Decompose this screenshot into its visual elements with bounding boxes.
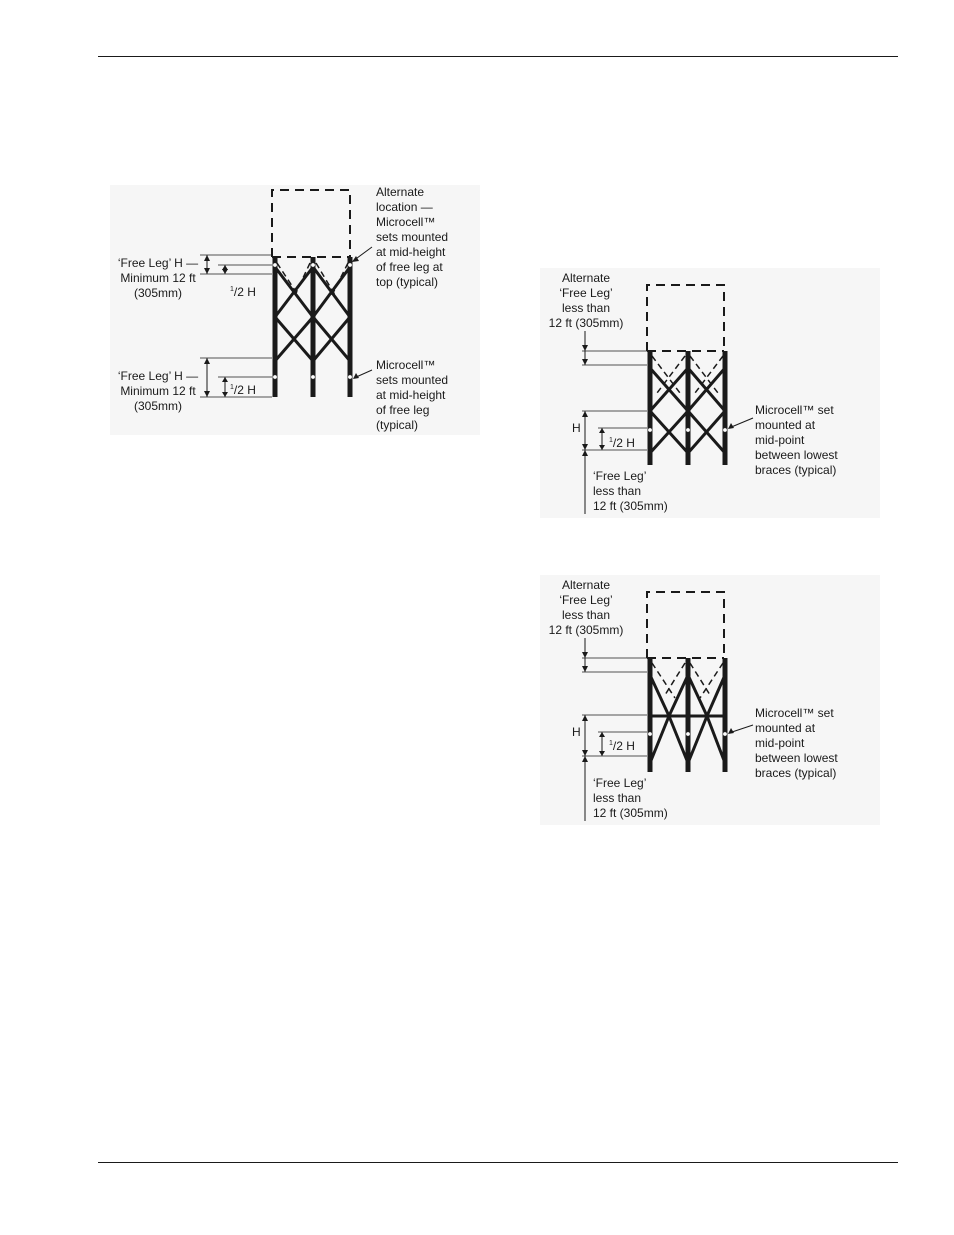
arrowhead xyxy=(582,450,588,456)
mid-height-label: Microcell™ sets mounted at mid-height of free leg (typical) xyxy=(376,358,449,432)
alternate-free-leg-box xyxy=(647,592,724,658)
arrowhead xyxy=(582,359,588,365)
microcell-set-marker xyxy=(273,263,277,267)
h-label: H xyxy=(572,725,581,739)
microcell-set-marker xyxy=(348,375,352,379)
half-h-label: $^1$/2 H xyxy=(609,739,635,753)
arrowhead xyxy=(204,358,210,364)
h-label: H xyxy=(572,421,581,435)
tower-brace xyxy=(669,675,688,716)
arrowhead xyxy=(599,751,605,756)
arrowhead xyxy=(599,732,605,737)
microcell-set-marker xyxy=(273,375,277,379)
arrowhead xyxy=(582,652,588,658)
tower-brace xyxy=(707,716,725,763)
free-leg-label: ‘Free Leg’ less than 12 ft (305mm) xyxy=(593,469,668,513)
microcell-set-marker xyxy=(311,263,315,267)
microcell-set-marker xyxy=(686,732,690,736)
microcell-set-marker xyxy=(686,428,690,432)
microcell-set-marker xyxy=(311,375,315,379)
dashed-brace xyxy=(652,663,675,698)
microcell-set-marker xyxy=(648,732,652,736)
tower-brace xyxy=(688,716,707,763)
arrowhead xyxy=(599,445,605,450)
arrowhead xyxy=(222,392,228,397)
half-h-label: $^1$/2 H xyxy=(609,436,635,450)
microcell-set-marker xyxy=(723,428,727,432)
arrowhead xyxy=(582,756,588,762)
footer-rule xyxy=(98,1162,898,1163)
figure-free-leg-horizontal-brace xyxy=(540,575,880,825)
microcell-set-marker xyxy=(348,263,352,267)
microcell-set-marker xyxy=(648,428,652,432)
arrowhead xyxy=(599,428,605,433)
alternate-free-leg-label: Alternate ‘Free Leg’ less than 12 ft (305mm) xyxy=(548,271,624,330)
arrowhead xyxy=(582,411,588,417)
dashed-brace xyxy=(690,663,710,695)
microcell-set-marker xyxy=(723,732,727,736)
figure-free-leg-x-bracing xyxy=(540,268,880,518)
bottom-free-leg-label: ‘Free Leg’ H — Minimum 12 ft (305mm) xyxy=(117,369,199,413)
arrowhead xyxy=(582,750,588,756)
microcell-set-label: Microcell™ set mounted at mid-point between lowest braces (typical) xyxy=(755,403,838,477)
microcell-set-label: Microcell™ set mounted at mid-point between lowest braces (typical) xyxy=(755,706,838,780)
alternate-free-leg-box xyxy=(647,285,724,351)
alternate-free-leg-label: Alternate ‘Free Leg’ less than 12 ft (305mm) xyxy=(548,578,624,637)
arrowhead xyxy=(222,377,228,382)
arrowhead xyxy=(582,715,588,721)
arrowhead xyxy=(728,728,734,734)
arrowhead xyxy=(222,269,228,274)
alternate-location-box xyxy=(272,190,350,257)
arrowhead xyxy=(582,345,588,351)
dashed-brace xyxy=(700,663,723,698)
arrowhead xyxy=(582,444,588,450)
top-free-leg-label: ‘Free Leg’ H — Minimum 12 ft (305mm) xyxy=(117,256,199,300)
figure-free-leg-minimum xyxy=(110,185,480,435)
alternate-location-label: Alternate location — Microcell™ sets mounted at mid-height of free leg at top (typical) xyxy=(376,185,449,289)
arrowhead xyxy=(582,666,588,672)
tower-brace xyxy=(688,675,707,716)
tower-brace xyxy=(669,716,688,763)
tower-brace xyxy=(707,675,725,716)
free-leg-label: ‘Free Leg’ less than 12 ft (305mm) xyxy=(593,776,668,820)
top-half-h-label: $^1$/2 H xyxy=(230,285,256,299)
tower-brace xyxy=(650,675,669,716)
header-rule xyxy=(98,56,898,57)
tower-brace xyxy=(650,716,669,763)
bottom-half-h-label: $^1$/2 H xyxy=(230,383,256,397)
